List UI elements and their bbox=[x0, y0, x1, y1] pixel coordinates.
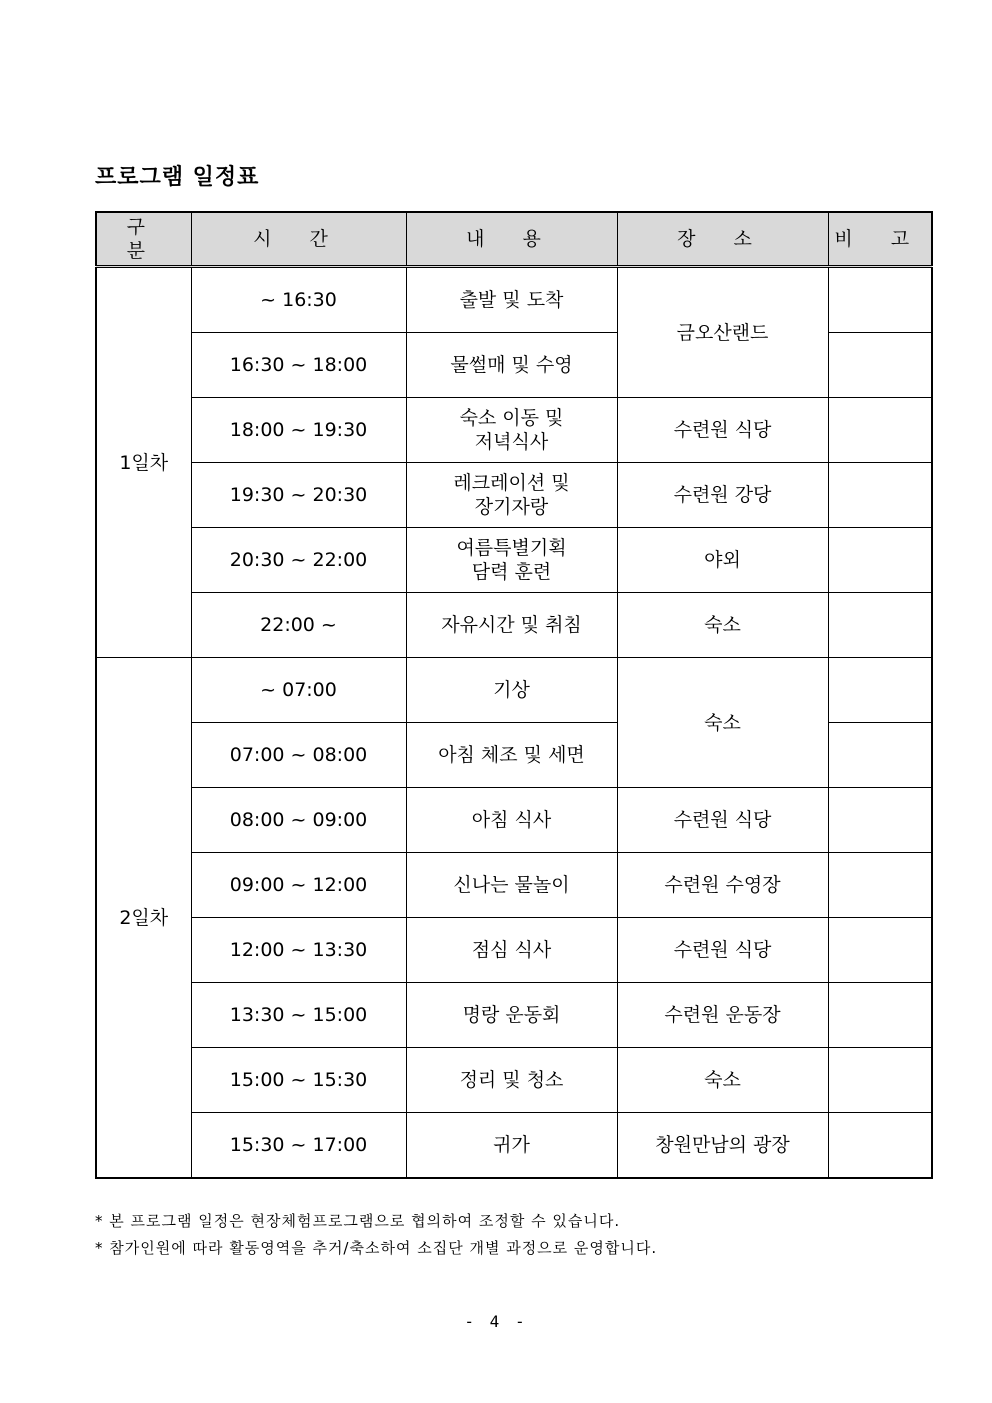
remarks-cell bbox=[828, 723, 932, 788]
place-cell: 숙소 bbox=[617, 593, 828, 658]
table-row bbox=[96, 658, 932, 723]
table-row bbox=[96, 267, 932, 333]
content-line: 숙소 이동 및 bbox=[459, 407, 564, 429]
time-cell: 15:30 ~ 17:00 bbox=[191, 1113, 406, 1179]
header-time: 시 간 bbox=[191, 212, 406, 267]
place-cell: 야외 bbox=[617, 528, 828, 593]
content-line: 점심 식사 bbox=[471, 939, 552, 961]
time-cell: 08:00 ~ 09:00 bbox=[191, 788, 406, 853]
place-cell: 금오산랜드 bbox=[617, 267, 828, 398]
time-cell: 22:00 ~ bbox=[191, 593, 406, 658]
content-cell bbox=[406, 983, 617, 1048]
header-remarks: 비 고 bbox=[828, 212, 932, 267]
table-row bbox=[96, 788, 932, 853]
time-cell: 13:30 ~ 15:00 bbox=[191, 983, 406, 1048]
table-row bbox=[96, 983, 932, 1048]
table-row bbox=[96, 918, 932, 983]
table-row bbox=[96, 1113, 932, 1179]
content-cell bbox=[406, 593, 617, 658]
table-row bbox=[96, 463, 932, 528]
place-cell: 수련원 식당 bbox=[617, 398, 828, 463]
remarks-cell bbox=[828, 1113, 932, 1179]
place-cell: 수련원 수영장 bbox=[617, 853, 828, 918]
content-line: 물썰매 및 수영 bbox=[450, 354, 573, 376]
place-cell: 수련원 식당 bbox=[617, 918, 828, 983]
place-cell: 수련원 식당 bbox=[617, 788, 828, 853]
time-cell: ~ 16:30 bbox=[191, 267, 406, 333]
content-line: 신나는 물놀이 bbox=[453, 874, 570, 896]
remarks-cell bbox=[828, 267, 932, 333]
page-number: - 4 - bbox=[464, 1312, 528, 1331]
content-line: 아침 체조 및 세면 bbox=[438, 744, 585, 766]
time-cell: 16:30 ~ 18:00 bbox=[191, 333, 406, 398]
content-cell bbox=[406, 333, 617, 398]
table-row bbox=[96, 1048, 932, 1113]
content-line: 정리 및 청소 bbox=[459, 1069, 564, 1091]
table-row bbox=[96, 593, 932, 658]
place-cell: 창원만남의 광장 bbox=[617, 1113, 828, 1179]
content-cell bbox=[406, 853, 617, 918]
content-line: 담력 훈련 bbox=[471, 561, 552, 583]
content-line: 출발 및 도착 bbox=[459, 289, 564, 311]
time-cell: 07:00 ~ 08:00 bbox=[191, 723, 406, 788]
note-list bbox=[95, 1208, 657, 1262]
content-line: 여름특별기획 bbox=[456, 537, 567, 559]
remarks-cell bbox=[828, 853, 932, 918]
table-header-row bbox=[96, 212, 932, 267]
content-cell bbox=[406, 1048, 617, 1113]
content-line: 장기자랑 bbox=[474, 496, 549, 518]
place-cell: 수련원 강당 bbox=[617, 463, 828, 528]
remarks-cell bbox=[828, 1048, 932, 1113]
time-cell: 18:00 ~ 19:30 bbox=[191, 398, 406, 463]
page-title: 프로그램 일정표 bbox=[95, 165, 260, 190]
table-row bbox=[96, 398, 932, 463]
header-content: 내 용 bbox=[406, 212, 617, 267]
remarks-cell bbox=[828, 593, 932, 658]
content-cell bbox=[406, 398, 617, 463]
content-cell bbox=[406, 658, 617, 723]
content-line: 기상 bbox=[493, 679, 530, 701]
note-item: * 참가인원에 따라 활동영역을 추거/축소하여 소집단 개별 과정으로 운영합니다. bbox=[95, 1239, 658, 1257]
place-cell: 수련원 운동장 bbox=[617, 983, 828, 1048]
content-line: 귀가 bbox=[493, 1134, 530, 1156]
content-line: 저녁식사 bbox=[474, 431, 549, 453]
time-cell: 12:00 ~ 13:30 bbox=[191, 918, 406, 983]
time-cell: 20:30 ~ 22:00 bbox=[191, 528, 406, 593]
content-cell bbox=[406, 267, 617, 333]
remarks-cell bbox=[828, 398, 932, 463]
content-line: 명랑 운동회 bbox=[462, 1004, 561, 1026]
content-cell bbox=[406, 723, 617, 788]
remarks-cell bbox=[828, 463, 932, 528]
time-cell: 09:00 ~ 12:00 bbox=[191, 853, 406, 918]
time-cell: 19:30 ~ 20:30 bbox=[191, 463, 406, 528]
table-row bbox=[96, 528, 932, 593]
header-place: 장 소 bbox=[617, 212, 828, 267]
content-cell bbox=[406, 463, 617, 528]
remarks-cell bbox=[828, 788, 932, 853]
content-line: 아침 식사 bbox=[471, 809, 552, 831]
content-cell bbox=[406, 788, 617, 853]
remarks-cell bbox=[828, 333, 932, 398]
content-line: 자유시간 및 취침 bbox=[441, 614, 582, 636]
day-label: 2일차 bbox=[96, 658, 191, 1179]
day-label: 1일차 bbox=[96, 267, 191, 658]
content-cell bbox=[406, 918, 617, 983]
place-cell: 숙소 bbox=[617, 1048, 828, 1113]
time-cell: ~ 07:00 bbox=[191, 658, 406, 723]
content-cell bbox=[406, 528, 617, 593]
remarks-cell bbox=[828, 658, 932, 723]
place-cell: 숙소 bbox=[617, 658, 828, 788]
table-row bbox=[96, 853, 932, 918]
remarks-cell bbox=[828, 528, 932, 593]
remarks-cell bbox=[828, 983, 932, 1048]
header-category: 구 분 bbox=[96, 212, 191, 267]
note-item: * 본 프로그램 일정은 현장체험프로그램으로 협의하여 조정할 수 있습니다. bbox=[95, 1212, 621, 1230]
content-cell bbox=[406, 1113, 617, 1179]
remarks-cell bbox=[828, 918, 932, 983]
time-cell: 15:00 ~ 15:30 bbox=[191, 1048, 406, 1113]
content-line: 레크레이션 및 bbox=[453, 472, 570, 494]
schedule-table bbox=[95, 211, 933, 1179]
